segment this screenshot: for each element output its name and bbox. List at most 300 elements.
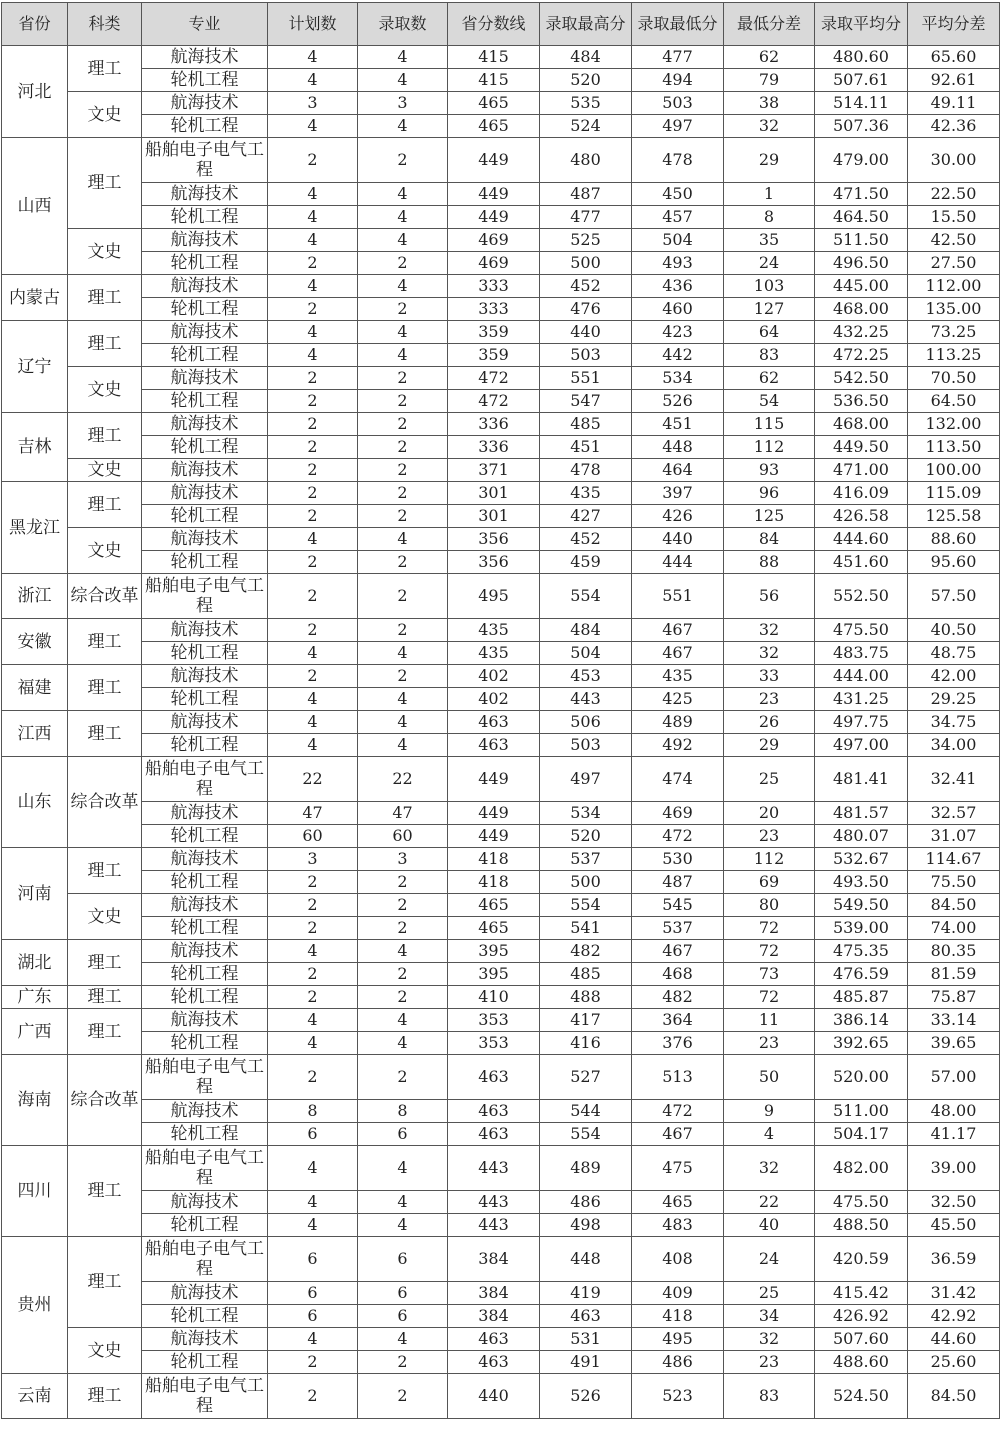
category-cell: 理工 <box>68 711 142 757</box>
table-row <box>2 1009 1000 1032</box>
table-row <box>2 505 1000 528</box>
max-score-cell: 554 <box>540 894 632 917</box>
min-diff-cell: 8 <box>724 206 815 229</box>
min-score-cell: 487 <box>632 871 724 894</box>
max-score-cell: 476 <box>540 298 632 321</box>
category-cell: 文史 <box>68 459 142 482</box>
min-score-cell: 426 <box>632 505 724 528</box>
admitted-cell: 2 <box>358 665 448 688</box>
max-score-cell: 527 <box>540 1055 632 1100</box>
province-cell: 河北 <box>2 46 68 138</box>
table-row <box>2 711 1000 734</box>
max-score-cell: 486 <box>540 1191 632 1214</box>
min-diff-cell: 29 <box>724 138 815 183</box>
plan-cell: 4 <box>268 344 358 367</box>
min-score-cell: 526 <box>632 390 724 413</box>
provincial-line-cell: 435 <box>448 642 540 665</box>
plan-cell: 60 <box>268 825 358 848</box>
admitted-cell: 2 <box>358 459 448 482</box>
min-score-cell: 451 <box>632 413 724 436</box>
avg-diff-cell: 75.50 <box>908 871 1000 894</box>
avg-diff-cell: 114.67 <box>908 848 1000 871</box>
avg-diff-cell: 92.61 <box>908 69 1000 92</box>
min-diff-cell: 40 <box>724 1214 815 1237</box>
plan-cell: 4 <box>268 321 358 344</box>
major-cell: 航海技术 <box>142 528 268 551</box>
max-score-cell: 482 <box>540 940 632 963</box>
category-cell: 文史 <box>68 229 142 275</box>
plan-cell: 2 <box>268 252 358 275</box>
min-score-cell: 497 <box>632 115 724 138</box>
major-cell: 轮机工程 <box>142 1351 268 1374</box>
avg-diff-cell: 70.50 <box>908 367 1000 390</box>
avg-diff-cell: 81.59 <box>908 963 1000 986</box>
admitted-cell: 2 <box>358 963 448 986</box>
major-cell: 轮机工程 <box>142 1214 268 1237</box>
provincial-line-cell: 395 <box>448 940 540 963</box>
plan-cell: 3 <box>268 92 358 115</box>
provincial-line-cell: 449 <box>448 138 540 183</box>
province-cell: 广西 <box>2 1009 68 1055</box>
max-score-cell: 554 <box>540 1123 632 1146</box>
provincial-line-cell: 465 <box>448 894 540 917</box>
avg-score-cell: 472.25 <box>815 344 908 367</box>
provincial-line-cell: 469 <box>448 229 540 252</box>
major-cell: 船舶电子电气工程 <box>142 1146 268 1191</box>
max-score-cell: 535 <box>540 92 632 115</box>
table-row <box>2 92 1000 115</box>
min-diff-cell: 25 <box>724 757 815 802</box>
admitted-cell: 4 <box>358 183 448 206</box>
avg-diff-cell: 57.50 <box>908 574 1000 619</box>
major-cell: 轮机工程 <box>142 642 268 665</box>
avg-score-cell: 444.60 <box>815 528 908 551</box>
avg-score-cell: 511.50 <box>815 229 908 252</box>
min-score-cell: 444 <box>632 551 724 574</box>
min-score-cell: 472 <box>632 1100 724 1123</box>
table-row <box>2 1351 1000 1374</box>
plan-cell: 2 <box>268 986 358 1009</box>
max-score-cell: 503 <box>540 734 632 757</box>
plan-cell: 4 <box>268 275 358 298</box>
min-diff-cell: 38 <box>724 92 815 115</box>
min-score-cell: 408 <box>632 1237 724 1282</box>
provincial-line-cell: 301 <box>448 505 540 528</box>
table-row <box>2 757 1000 802</box>
min-diff-cell: 23 <box>724 825 815 848</box>
table-row <box>2 138 1000 183</box>
avg-score-cell: 536.50 <box>815 390 908 413</box>
major-cell: 航海技术 <box>142 413 268 436</box>
max-score-cell: 497 <box>540 757 632 802</box>
avg-diff-cell: 31.07 <box>908 825 1000 848</box>
plan-cell: 4 <box>268 69 358 92</box>
avg-diff-cell: 88.60 <box>908 528 1000 551</box>
max-score-cell: 547 <box>540 390 632 413</box>
avg-score-cell: 451.60 <box>815 551 908 574</box>
major-cell: 航海技术 <box>142 894 268 917</box>
max-score-cell: 544 <box>540 1100 632 1123</box>
min-score-cell: 483 <box>632 1214 724 1237</box>
table-row <box>2 252 1000 275</box>
header-min-score: 录取最低分 <box>632 3 724 46</box>
min-score-cell: 513 <box>632 1055 724 1100</box>
min-score-cell: 450 <box>632 183 724 206</box>
min-score-cell: 425 <box>632 688 724 711</box>
header-major: 专业 <box>142 3 268 46</box>
avg-score-cell: 426.58 <box>815 505 908 528</box>
min-diff-cell: 72 <box>724 940 815 963</box>
min-diff-cell: 34 <box>724 1305 815 1328</box>
max-score-cell: 485 <box>540 413 632 436</box>
max-score-cell: 427 <box>540 505 632 528</box>
header-row <box>2 3 1000 46</box>
table-row <box>2 734 1000 757</box>
major-cell: 船舶电子电气工程 <box>142 1055 268 1100</box>
provincial-line-cell: 463 <box>448 734 540 757</box>
table-row <box>2 1305 1000 1328</box>
admitted-cell: 4 <box>358 46 448 69</box>
provincial-line-cell: 440 <box>448 1374 540 1419</box>
category-cell: 文史 <box>68 894 142 940</box>
major-cell: 航海技术 <box>142 1009 268 1032</box>
admitted-cell: 4 <box>358 1214 448 1237</box>
avg-diff-cell: 57.00 <box>908 1055 1000 1100</box>
min-diff-cell: 24 <box>724 1237 815 1282</box>
admitted-cell: 4 <box>358 1009 448 1032</box>
category-cell: 理工 <box>68 46 142 92</box>
plan-cell: 2 <box>268 871 358 894</box>
province-cell: 云南 <box>2 1374 68 1419</box>
min-diff-cell: 29 <box>724 734 815 757</box>
min-diff-cell: 32 <box>724 1146 815 1191</box>
plan-cell: 4 <box>268 734 358 757</box>
avg-score-cell: 415.42 <box>815 1282 908 1305</box>
admitted-cell: 2 <box>358 367 448 390</box>
category-cell: 综合改革 <box>68 1055 142 1146</box>
min-score-cell: 469 <box>632 802 724 825</box>
avg-diff-cell: 84.50 <box>908 894 1000 917</box>
major-cell: 航海技术 <box>142 848 268 871</box>
min-score-cell: 523 <box>632 1374 724 1419</box>
plan-cell: 2 <box>268 505 358 528</box>
provincial-line-cell: 443 <box>448 1191 540 1214</box>
admitted-cell: 2 <box>358 619 448 642</box>
max-score-cell: 520 <box>540 69 632 92</box>
min-score-cell: 364 <box>632 1009 724 1032</box>
major-cell: 航海技术 <box>142 321 268 344</box>
admitted-cell: 2 <box>358 574 448 619</box>
min-score-cell: 472 <box>632 825 724 848</box>
provincial-line-cell: 449 <box>448 825 540 848</box>
min-diff-cell: 20 <box>724 802 815 825</box>
max-score-cell: 551 <box>540 367 632 390</box>
provincial-line-cell: 359 <box>448 344 540 367</box>
plan-cell: 2 <box>268 963 358 986</box>
provincial-line-cell: 353 <box>448 1032 540 1055</box>
avg-score-cell: 514.11 <box>815 92 908 115</box>
min-score-cell: 464 <box>632 459 724 482</box>
min-score-cell: 545 <box>632 894 724 917</box>
min-score-cell: 493 <box>632 252 724 275</box>
avg-score-cell: 549.50 <box>815 894 908 917</box>
provincial-line-cell: 301 <box>448 482 540 505</box>
avg-score-cell: 479.00 <box>815 138 908 183</box>
provincial-line-cell: 435 <box>448 619 540 642</box>
max-score-cell: 498 <box>540 1214 632 1237</box>
provincial-line-cell: 402 <box>448 688 540 711</box>
admitted-cell: 2 <box>358 482 448 505</box>
max-score-cell: 484 <box>540 46 632 69</box>
major-cell: 轮机工程 <box>142 825 268 848</box>
min-score-cell: 467 <box>632 1123 724 1146</box>
admitted-cell: 2 <box>358 917 448 940</box>
category-cell: 理工 <box>68 1237 142 1328</box>
admitted-cell: 4 <box>358 115 448 138</box>
admitted-cell: 2 <box>358 1055 448 1100</box>
plan-cell: 2 <box>268 619 358 642</box>
table-row <box>2 1191 1000 1214</box>
major-cell: 轮机工程 <box>142 252 268 275</box>
header-admitted: 录取数 <box>358 3 448 46</box>
major-cell: 航海技术 <box>142 229 268 252</box>
avg-score-cell: 483.75 <box>815 642 908 665</box>
max-score-cell: 435 <box>540 482 632 505</box>
min-score-cell: 460 <box>632 298 724 321</box>
min-diff-cell: 35 <box>724 229 815 252</box>
max-score-cell: 485 <box>540 963 632 986</box>
max-score-cell: 500 <box>540 252 632 275</box>
admitted-cell: 2 <box>358 505 448 528</box>
max-score-cell: 417 <box>540 1009 632 1032</box>
avg-score-cell: 504.17 <box>815 1123 908 1146</box>
min-score-cell: 495 <box>632 1328 724 1351</box>
provincial-line-cell: 443 <box>448 1146 540 1191</box>
min-score-cell: 474 <box>632 757 724 802</box>
province-cell: 黑龙江 <box>2 482 68 574</box>
table-row <box>2 183 1000 206</box>
major-cell: 航海技术 <box>142 940 268 963</box>
plan-cell: 4 <box>268 528 358 551</box>
admitted-cell: 2 <box>358 390 448 413</box>
major-cell: 轮机工程 <box>142 963 268 986</box>
avg-diff-cell: 22.50 <box>908 183 1000 206</box>
min-diff-cell: 32 <box>724 1328 815 1351</box>
max-score-cell: 452 <box>540 275 632 298</box>
provincial-line-cell: 371 <box>448 459 540 482</box>
table-row <box>2 963 1000 986</box>
plan-cell: 2 <box>268 413 358 436</box>
avg-diff-cell: 32.41 <box>908 757 1000 802</box>
admitted-cell: 2 <box>358 252 448 275</box>
avg-diff-cell: 135.00 <box>908 298 1000 321</box>
max-score-cell: 504 <box>540 642 632 665</box>
admitted-cell: 4 <box>358 1032 448 1055</box>
min-score-cell: 435 <box>632 665 724 688</box>
avg-score-cell: 488.50 <box>815 1214 908 1237</box>
admission-scores-table <box>1 2 1000 1419</box>
min-score-cell: 467 <box>632 940 724 963</box>
avg-score-cell: 420.59 <box>815 1237 908 1282</box>
min-score-cell: 436 <box>632 275 724 298</box>
min-score-cell: 467 <box>632 619 724 642</box>
min-score-cell: 477 <box>632 46 724 69</box>
province-cell: 吉林 <box>2 413 68 482</box>
provincial-line-cell: 384 <box>448 1282 540 1305</box>
plan-cell: 6 <box>268 1282 358 1305</box>
max-score-cell: 451 <box>540 436 632 459</box>
table-row <box>2 619 1000 642</box>
provincial-line-cell: 356 <box>448 528 540 551</box>
plan-cell: 6 <box>268 1305 358 1328</box>
avg-diff-cell: 30.00 <box>908 138 1000 183</box>
plan-cell: 2 <box>268 390 358 413</box>
min-diff-cell: 79 <box>724 69 815 92</box>
min-diff-cell: 26 <box>724 711 815 734</box>
provincial-line-cell: 472 <box>448 367 540 390</box>
avg-diff-cell: 112.00 <box>908 275 1000 298</box>
min-diff-cell: 80 <box>724 894 815 917</box>
min-score-cell: 457 <box>632 206 724 229</box>
min-diff-cell: 115 <box>724 413 815 436</box>
major-cell: 航海技术 <box>142 619 268 642</box>
avg-score-cell: 475.50 <box>815 1191 908 1214</box>
table-row <box>2 459 1000 482</box>
avg-diff-cell: 25.60 <box>908 1351 1000 1374</box>
max-score-cell: 526 <box>540 1374 632 1419</box>
min-score-cell: 478 <box>632 138 724 183</box>
admitted-cell: 4 <box>358 206 448 229</box>
admitted-cell: 22 <box>358 757 448 802</box>
avg-score-cell: 488.60 <box>815 1351 908 1374</box>
admitted-cell: 4 <box>358 688 448 711</box>
plan-cell: 6 <box>268 1123 358 1146</box>
min-score-cell: 465 <box>632 1191 724 1214</box>
provincial-line-cell: 449 <box>448 183 540 206</box>
provincial-line-cell: 336 <box>448 413 540 436</box>
table-row <box>2 1100 1000 1123</box>
max-score-cell: 477 <box>540 206 632 229</box>
major-cell: 轮机工程 <box>142 1123 268 1146</box>
max-score-cell: 520 <box>540 825 632 848</box>
admitted-cell: 47 <box>358 802 448 825</box>
min-score-cell: 504 <box>632 229 724 252</box>
provincial-line-cell: 443 <box>448 1214 540 1237</box>
major-cell: 轮机工程 <box>142 344 268 367</box>
min-diff-cell: 93 <box>724 459 815 482</box>
plan-cell: 4 <box>268 1191 358 1214</box>
min-score-cell: 442 <box>632 344 724 367</box>
provincial-line-cell: 465 <box>448 92 540 115</box>
min-score-cell: 551 <box>632 574 724 619</box>
plan-cell: 4 <box>268 1032 358 1055</box>
plan-cell: 22 <box>268 757 358 802</box>
major-cell: 轮机工程 <box>142 688 268 711</box>
avg-diff-cell: 84.50 <box>908 1374 1000 1419</box>
provincial-line-cell: 359 <box>448 321 540 344</box>
table-row <box>2 1282 1000 1305</box>
max-score-cell: 525 <box>540 229 632 252</box>
header-provincial-line: 省分数线 <box>448 3 540 46</box>
max-score-cell: 506 <box>540 711 632 734</box>
table-row <box>2 229 1000 252</box>
avg-score-cell: 542.50 <box>815 367 908 390</box>
avg-score-cell: 471.00 <box>815 459 908 482</box>
avg-diff-cell: 42.00 <box>908 665 1000 688</box>
min-score-cell: 486 <box>632 1351 724 1374</box>
avg-score-cell: 507.61 <box>815 69 908 92</box>
category-cell: 文史 <box>68 92 142 138</box>
table-row <box>2 482 1000 505</box>
avg-score-cell: 481.57 <box>815 802 908 825</box>
avg-diff-cell: 36.59 <box>908 1237 1000 1282</box>
min-diff-cell: 83 <box>724 344 815 367</box>
min-score-cell: 418 <box>632 1305 724 1328</box>
avg-score-cell: 426.92 <box>815 1305 908 1328</box>
max-score-cell: 524 <box>540 115 632 138</box>
major-cell: 航海技术 <box>142 275 268 298</box>
max-score-cell: 452 <box>540 528 632 551</box>
category-cell: 理工 <box>68 275 142 321</box>
table-row <box>2 275 1000 298</box>
provincial-line-cell: 463 <box>448 1100 540 1123</box>
min-score-cell: 482 <box>632 986 724 1009</box>
major-cell: 轮机工程 <box>142 206 268 229</box>
provincial-line-cell: 463 <box>448 1328 540 1351</box>
avg-diff-cell: 42.92 <box>908 1305 1000 1328</box>
province-cell: 河南 <box>2 848 68 940</box>
min-score-cell: 448 <box>632 436 724 459</box>
min-score-cell: 489 <box>632 711 724 734</box>
avg-diff-cell: 42.36 <box>908 115 1000 138</box>
category-cell: 综合改革 <box>68 757 142 848</box>
avg-score-cell: 552.50 <box>815 574 908 619</box>
plan-cell: 2 <box>268 894 358 917</box>
avg-score-cell: 482.00 <box>815 1146 908 1191</box>
plan-cell: 2 <box>268 551 358 574</box>
province-cell: 海南 <box>2 1055 68 1146</box>
admitted-cell: 4 <box>358 344 448 367</box>
avg-diff-cell: 45.50 <box>908 1214 1000 1237</box>
avg-score-cell: 464.50 <box>815 206 908 229</box>
avg-score-cell: 493.50 <box>815 871 908 894</box>
plan-cell: 2 <box>268 138 358 183</box>
province-cell: 浙江 <box>2 574 68 619</box>
provincial-line-cell: 353 <box>448 1009 540 1032</box>
table-row <box>2 321 1000 344</box>
min-score-cell: 423 <box>632 321 724 344</box>
table-row <box>2 574 1000 619</box>
admitted-cell: 4 <box>358 734 448 757</box>
plan-cell: 2 <box>268 482 358 505</box>
plan-cell: 4 <box>268 940 358 963</box>
max-score-cell: 419 <box>540 1282 632 1305</box>
avg-score-cell: 444.00 <box>815 665 908 688</box>
provincial-line-cell: 418 <box>448 848 540 871</box>
admitted-cell: 4 <box>358 940 448 963</box>
major-cell: 轮机工程 <box>142 69 268 92</box>
admitted-cell: 4 <box>358 321 448 344</box>
avg-diff-cell: 27.50 <box>908 252 1000 275</box>
major-cell: 船舶电子电气工程 <box>142 1237 268 1282</box>
table-row <box>2 688 1000 711</box>
provincial-line-cell: 395 <box>448 963 540 986</box>
max-score-cell: 531 <box>540 1328 632 1351</box>
min-diff-cell: 127 <box>724 298 815 321</box>
table-row <box>2 69 1000 92</box>
max-score-cell: 541 <box>540 917 632 940</box>
avg-score-cell: 386.14 <box>815 1009 908 1032</box>
